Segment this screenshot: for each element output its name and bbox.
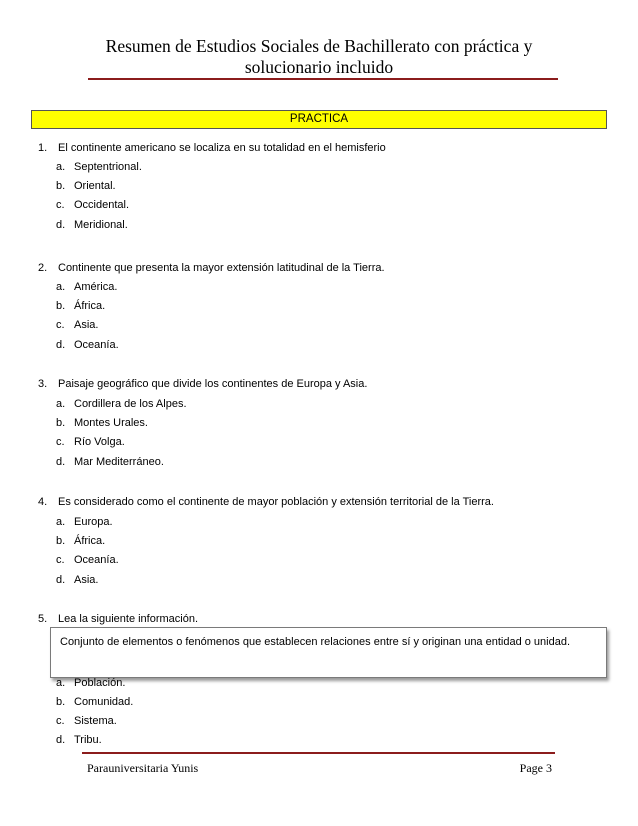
question-text: Paisaje geográfico que divide los continentes de Europa y Asia.: [58, 378, 368, 390]
option-4a: [56, 516, 113, 529]
header-title-line2: solucionario incluido: [244, 57, 394, 77]
option-letter: b.: [56, 180, 66, 192]
option-text: Sistema.: [74, 715, 117, 727]
option-letter: c.: [56, 319, 65, 331]
option-letter: d.: [56, 219, 66, 231]
option-5c: [56, 715, 117, 728]
page-header: [0, 36, 638, 78]
header-title-line1: Resumen de Estudios Sociales de Bachillerato con práctica y: [105, 36, 533, 56]
page-number: Page 3: [519, 761, 552, 775]
option-letter: a.: [56, 516, 66, 528]
question-text: Es considerado como el continente de mayor población y extensión territorial de la Tierra.: [58, 496, 494, 508]
option-text: Montes Urales.: [74, 417, 148, 429]
question-number: 5.: [38, 613, 48, 625]
option-letter: d.: [56, 456, 66, 468]
option-1a: [56, 161, 142, 174]
option-letter: a.: [56, 161, 66, 173]
option-text: Población.: [74, 677, 126, 689]
question-text: Lea la siguiente información.: [58, 613, 199, 625]
option-text: Meridional.: [74, 219, 128, 231]
option-text: Oceanía.: [74, 339, 119, 351]
info-box: [50, 627, 607, 678]
option-letter: d.: [56, 574, 66, 586]
option-text: Europa.: [74, 516, 113, 528]
option-text: Occidental.: [74, 199, 130, 211]
option-letter: a.: [56, 281, 66, 293]
header-divider: [88, 78, 558, 80]
option-text: África.: [74, 300, 106, 312]
option-2c: [56, 319, 98, 332]
section-label-practica: PRACTICA: [31, 110, 607, 129]
option-3b: [56, 417, 148, 430]
option-2b: [56, 300, 105, 313]
option-letter: c.: [56, 436, 65, 448]
question-number: 4.: [38, 496, 48, 508]
option-letter: d.: [56, 339, 66, 351]
option-letter: b.: [56, 696, 66, 708]
option-letter: b.: [56, 417, 66, 429]
option-3c: [56, 436, 125, 449]
option-3d: [56, 456, 164, 469]
option-letter: c.: [56, 715, 65, 727]
option-2a: [56, 281, 117, 294]
option-text: Septentrional.: [74, 161, 142, 173]
question-number: 1.: [38, 142, 48, 154]
option-letter: c.: [56, 554, 65, 566]
option-text: América.: [74, 281, 118, 293]
option-text: Tribu.: [74, 734, 102, 746]
option-3a: [56, 398, 187, 411]
option-text: Mar Mediterráneo.: [74, 456, 164, 468]
option-letter: b.: [56, 300, 66, 312]
option-letter: b.: [56, 535, 66, 547]
question-4: [38, 496, 494, 509]
question-number: 3.: [38, 378, 48, 390]
option-5a: [56, 677, 125, 690]
question-text: El continente americano se localiza en su totalidad en el hemisferio: [58, 142, 386, 154]
option-text: Asia.: [74, 319, 99, 331]
option-text: Cordillera de los Alpes.: [74, 398, 187, 410]
option-text: África.: [74, 535, 106, 547]
question-1: [38, 142, 386, 155]
question-5: [38, 613, 198, 626]
option-4b: [56, 535, 105, 548]
footer-divider: [82, 752, 555, 754]
option-letter: a.: [56, 398, 66, 410]
option-5b: [56, 696, 133, 709]
question-3: [38, 378, 367, 391]
option-4c: [56, 554, 119, 567]
question-text: Continente que presenta la mayor extensión latitudinal de la Tierra.: [58, 262, 385, 274]
option-1d: [56, 219, 128, 232]
option-2d: [56, 339, 119, 352]
option-letter: d.: [56, 734, 66, 746]
option-text: Oceanía.: [74, 554, 119, 566]
option-5d: [56, 734, 102, 747]
footer-author: Parauniversitaria Yunis: [87, 761, 199, 775]
option-text: Oriental.: [74, 180, 116, 192]
option-1b: [56, 180, 116, 193]
question-number: 2.: [38, 262, 48, 274]
option-letter: a.: [56, 677, 66, 689]
question-2: [38, 262, 385, 275]
option-text: Río Volga.: [74, 436, 125, 448]
option-1c: [56, 199, 129, 212]
info-box-text: Conjunto de elementos o fenómenos que establecen relaciones entre sí y originan una entidad o unidad.: [60, 636, 571, 648]
option-text: Comunidad.: [74, 696, 134, 708]
option-letter: c.: [56, 199, 65, 211]
option-4d: [56, 574, 98, 587]
option-text: Asia.: [74, 574, 99, 586]
